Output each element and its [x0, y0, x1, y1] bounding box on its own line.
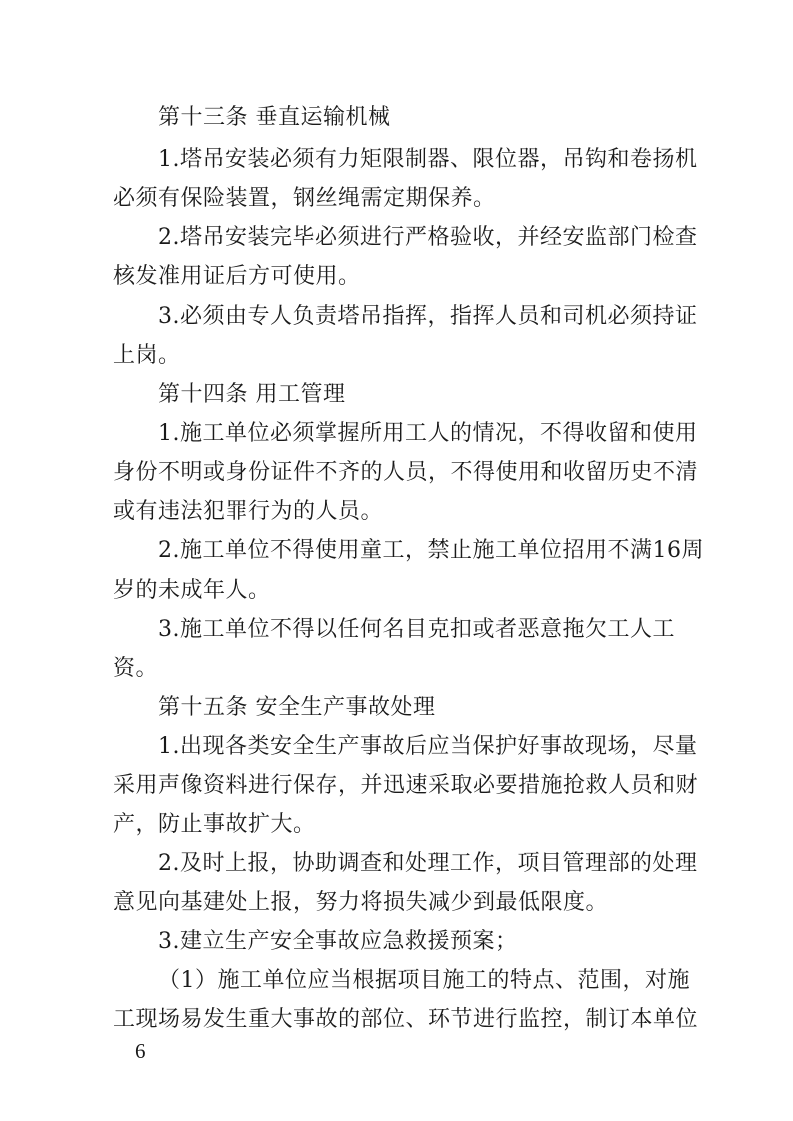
text-line: 1.塔吊安装必须有力矩限制器、限位器，吊钩和卷扬机 [158, 147, 698, 172]
text-line: 产，防止事故扩大。 [113, 812, 316, 837]
text-line: 2.及时上报，协助调查和处理工作，项目管理部的处理 [158, 851, 698, 876]
page-number: 6 [135, 1039, 146, 1063]
article-14-heading: 第十四条 用工管理 [158, 382, 346, 407]
text-line: 3.必须由专人负责塔吊指挥，指挥人员和司机必须持证 [158, 304, 698, 329]
article-15-heading: 第十五条 安全生产事故处理 [158, 695, 436, 720]
text-line: 工现场易发生重大事故的部位、环节进行监控，制订本单位 [113, 1007, 699, 1032]
text-line: 身份不明或身份证件不齐的人员，不得使用和收留历史不清 [113, 460, 699, 485]
text-line: 意见向基建处上报，努力将损失减少到最低限度。 [113, 890, 609, 915]
text-line: 采用声像资料进行保存，并迅速采取必要措施抢救人员和财 [113, 773, 699, 798]
text-line: 必须有保险装置，钢丝绳需定期保养。 [113, 186, 496, 211]
text-line: 2.塔吊安装完毕必须进行严格验收，并经安监部门检查 [158, 225, 698, 250]
text-line: 1.施工单位必须掌握所用工人的情况，不得收留和使用 [158, 421, 698, 446]
text-line: 资。 [113, 656, 159, 681]
article-13-heading: 第十三条 垂直运输机械 [158, 105, 391, 130]
text-line: 岁的未成年人。 [113, 578, 271, 603]
text-line: 2.施工单位不得使用童工，禁止施工单位招用不满16周 [158, 538, 704, 563]
text-line: 3.建立生产安全事故应急救援预案； [158, 929, 518, 954]
text-line: 或有违法犯罪行为的人员。 [113, 499, 384, 524]
text-line: 核发准用证后方可使用。 [113, 264, 361, 289]
text-line: 1.出现各类安全生产事故后应当保护好事故现场，尽量 [158, 734, 698, 759]
text-line: 上岗。 [113, 343, 181, 368]
text-line: （1）施工单位应当根据项目施工的特点、范围，对施 [158, 968, 690, 993]
text-line: 3.施工单位不得以任何名目克扣或者恶意拖欠工人工 [158, 617, 675, 642]
